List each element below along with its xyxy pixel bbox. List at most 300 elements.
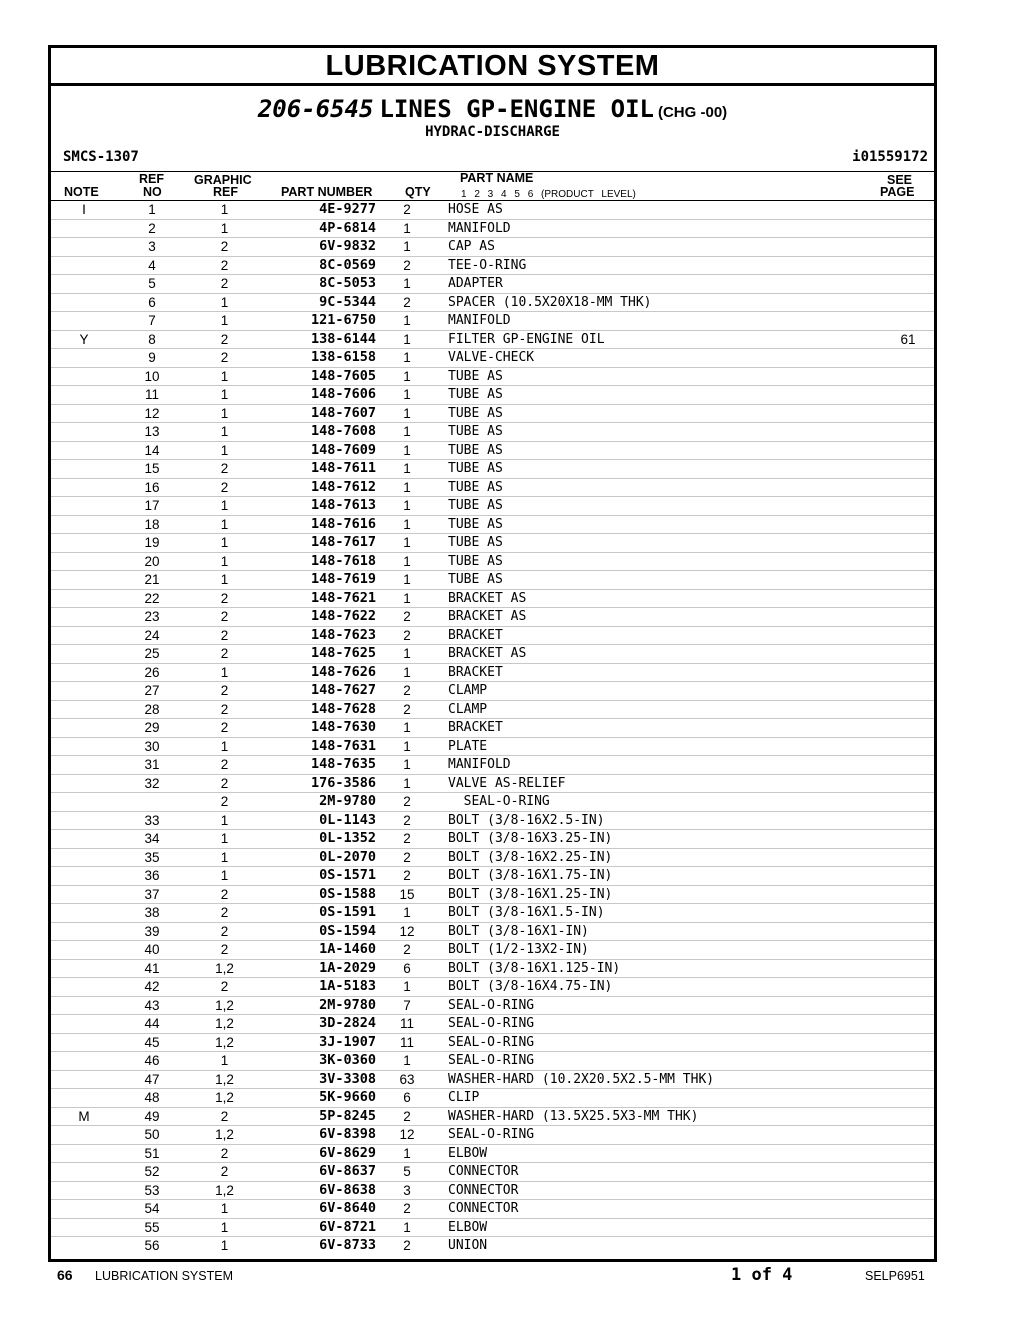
- row-qty: 7: [376, 996, 438, 1015]
- row-note: [51, 626, 117, 645]
- row-graphic-ref: 1: [187, 1200, 262, 1219]
- row-note: [51, 367, 117, 386]
- row-qty: 1: [376, 497, 438, 516]
- table-row: [51, 256, 934, 275]
- row-ref-no: 4: [117, 256, 187, 275]
- table-row: [51, 1070, 934, 1089]
- row-qty: 1: [376, 663, 438, 682]
- row-part-number: 0S-1591: [262, 904, 376, 923]
- row-qty: 2: [376, 1107, 438, 1126]
- row-ref-no: 21: [117, 571, 187, 590]
- row-part-name: TEE-O-RING: [438, 256, 882, 275]
- row-qty: 6: [376, 1089, 438, 1108]
- row-part-name: MANIFOLD: [438, 312, 882, 331]
- row-part-name: BOLT (3/8-16X1.75-IN): [438, 867, 882, 886]
- row-part-name: TUBE AS: [438, 423, 882, 442]
- row-part-number: 148-7616: [262, 515, 376, 534]
- row-graphic-ref: 1: [220, 1238, 229, 1254]
- row-graphic-ref: 1: [187, 497, 262, 516]
- row-see-page: [882, 1144, 934, 1163]
- row-ref-no: 45: [117, 1033, 187, 1052]
- row-part-name: BOLT (3/8-16X1.25-IN): [438, 885, 882, 904]
- row-see-page: [882, 404, 934, 423]
- row-ref-no: 2: [117, 219, 187, 238]
- row-note: M: [51, 1107, 117, 1126]
- table-row: [51, 1144, 934, 1163]
- row-note: [51, 386, 117, 405]
- table-row: [51, 700, 934, 719]
- row-graphic-ref: 1: [187, 811, 262, 830]
- row-part-number: 5K-9660: [262, 1089, 376, 1108]
- row-see-page: [882, 996, 934, 1015]
- header-ref-2: NO: [143, 185, 162, 199]
- row-note: [51, 1089, 117, 1108]
- row-part-name: SPACER (10.5X20X18-MM THK): [438, 293, 882, 312]
- row-see-page: [882, 1163, 934, 1182]
- row-ref-no: 51: [117, 1144, 187, 1163]
- page-title: LUBRICATION SYSTEM: [51, 48, 934, 86]
- row-see-page: [882, 904, 934, 923]
- row-qty: 2: [376, 941, 438, 960]
- row-qty: 1: [376, 645, 438, 664]
- row-ref-no: 46: [117, 1052, 187, 1071]
- row-part-number: 0L-1143: [262, 811, 376, 830]
- row-see-page: [882, 275, 934, 294]
- row-graphic-ref: 1: [187, 404, 262, 423]
- footer-page-of: 1 of 4: [731, 1265, 793, 1285]
- row-part-number: 121-6750: [262, 312, 376, 331]
- row-part-number: 4E-9277: [262, 201, 376, 219]
- row-part-name: BRACKET: [438, 663, 882, 682]
- row-see-page: [882, 460, 934, 479]
- row-graphic-ref: 2: [187, 645, 262, 664]
- row-qty: 11: [376, 1033, 438, 1052]
- row-see-page: [882, 1181, 934, 1200]
- row-graphic-ref: 1: [187, 201, 262, 219]
- table-row: [51, 793, 934, 812]
- header-see-1: SEE: [887, 173, 913, 187]
- row-part-number: 3K-0360: [262, 1052, 376, 1071]
- row-qty: 2: [376, 793, 438, 812]
- table-row: [51, 1181, 934, 1200]
- row-graphic-ref: 1,2: [187, 1126, 262, 1145]
- row-qty: 1: [376, 367, 438, 386]
- parts-list-frame: [48, 45, 937, 1262]
- row-ref-no: 17: [117, 497, 187, 516]
- row-qty: 1: [376, 460, 438, 479]
- row-part-number: 148-7628: [262, 700, 376, 719]
- row-see-page: [882, 238, 934, 257]
- row-part-name: UNION: [448, 1238, 488, 1254]
- row-note: [51, 959, 117, 978]
- row-see-page: [882, 737, 934, 756]
- row-part-name: CLAMP: [438, 700, 882, 719]
- row-part-name: BOLT (3/8-16X1-IN): [438, 922, 882, 941]
- row-ref-no: 27: [117, 682, 187, 701]
- footer-section: LUBRICATION SYSTEM: [95, 1269, 233, 1283]
- row-part-name: BOLT (3/8-16X1.5-IN): [438, 904, 882, 923]
- row-note: [51, 478, 117, 497]
- row-part-number: 0S-1588: [262, 885, 376, 904]
- row-graphic-ref: 2: [187, 1144, 262, 1163]
- row-qty: 1: [376, 1218, 438, 1237]
- row-see-page: [882, 386, 934, 405]
- row-note: [51, 996, 117, 1015]
- row-part-name: SEAL-O-RING: [438, 1033, 882, 1052]
- table-row: [51, 885, 934, 904]
- row-ref-no: 33: [117, 811, 187, 830]
- row-part-number: 148-7613: [262, 497, 376, 516]
- row-qty: 2: [376, 700, 438, 719]
- row-part-number: 8C-0569: [262, 256, 376, 275]
- row-see-page: [882, 219, 934, 238]
- row-part-name: CAP AS: [438, 238, 882, 257]
- row-note: [51, 460, 117, 479]
- row-part-name: TUBE AS: [438, 571, 882, 590]
- row-qty: 2: [376, 1200, 438, 1219]
- row-part-number: 6V-8733: [319, 1237, 376, 1254]
- table-row: [51, 608, 934, 627]
- row-note: [51, 1181, 117, 1200]
- row-see-page: [882, 1052, 934, 1071]
- row-part-number: 148-7605: [262, 367, 376, 386]
- row-see-page: [882, 700, 934, 719]
- row-graphic-ref: 1,2: [187, 1033, 262, 1052]
- row-note: [51, 978, 117, 997]
- row-part-number: 148-7625: [262, 645, 376, 664]
- row-see-page: [882, 478, 934, 497]
- row-qty: 1: [376, 1144, 438, 1163]
- header-qty: QTY: [405, 185, 431, 199]
- table-row: [51, 1033, 934, 1052]
- row-see-page: [882, 515, 934, 534]
- row-graphic-ref: 1: [187, 219, 262, 238]
- row-part-number: 5P-8245: [262, 1107, 376, 1126]
- row-see-page: [882, 1107, 934, 1126]
- row-see-page: [882, 571, 934, 590]
- row-part-name: VALVE-CHECK: [438, 349, 882, 368]
- row-note: [51, 922, 117, 941]
- row-part-number: 148-7606: [262, 386, 376, 405]
- row-qty: 1: [376, 589, 438, 608]
- code-line: [51, 145, 934, 172]
- row-part-number: 138-6158: [262, 349, 376, 368]
- table-row: [51, 423, 934, 442]
- row-part-number: 4P-6814: [262, 219, 376, 238]
- row-part-number: 6V-8640: [262, 1200, 376, 1219]
- row-qty: 1: [376, 275, 438, 294]
- row-part-name: TUBE AS: [438, 534, 882, 553]
- page-footer: [0, 1265, 1020, 1289]
- row-qty: 2: [376, 608, 438, 627]
- row-graphic-ref: 1: [187, 571, 262, 590]
- row-part-number: 0S-1571: [262, 867, 376, 886]
- table-row: [51, 922, 934, 941]
- row-part-name: BOLT (3/8-16X1.125-IN): [438, 959, 882, 978]
- row-part-name: BOLT (3/8-16X2.25-IN): [438, 848, 882, 867]
- row-see-page: [882, 626, 934, 645]
- row-note: [51, 238, 117, 257]
- row-part-number: 8C-5053: [262, 275, 376, 294]
- row-part-name: VALVE AS-RELIEF: [438, 774, 882, 793]
- row-see-page: [882, 663, 934, 682]
- row-graphic-ref: 2: [187, 238, 262, 257]
- row-ref-no: 49: [117, 1107, 187, 1126]
- row-see-page: 61: [882, 330, 934, 349]
- row-note: [51, 1144, 117, 1163]
- row-graphic-ref: 1: [187, 367, 262, 386]
- row-graphic-ref: 1: [187, 423, 262, 442]
- row-see-page: [882, 774, 934, 793]
- row-qty: 1: [376, 441, 438, 460]
- table-row: [51, 349, 934, 368]
- row-ref-no: 18: [117, 515, 187, 534]
- row-note: [51, 941, 117, 960]
- row-ref-no: 19: [117, 534, 187, 553]
- row-graphic-ref: 1: [187, 830, 262, 849]
- row-part-name: ELBOW: [438, 1218, 882, 1237]
- header-product-level: 1 2 3 4 5 6 (PRODUCT LEVEL): [461, 189, 636, 200]
- row-graphic-ref: 2: [187, 941, 262, 960]
- row-see-page: [882, 682, 934, 701]
- row-part-number: 1A-5183: [262, 978, 376, 997]
- row-see-page: [882, 552, 934, 571]
- row-see-page: [882, 589, 934, 608]
- table-row: [51, 571, 934, 590]
- row-ref-no: 31: [117, 756, 187, 775]
- table-row: [51, 275, 934, 294]
- row-qty: 1: [376, 238, 438, 257]
- row-ref-no: 15: [117, 460, 187, 479]
- row-part-number: 148-7617: [262, 534, 376, 553]
- row-see-page: [882, 756, 934, 775]
- header-note: NOTE: [64, 185, 99, 199]
- row-ref-no: [117, 793, 187, 812]
- row-note: [51, 1015, 117, 1034]
- row-part-number: 6V-9832: [262, 238, 376, 257]
- row-part-number: 0L-1352: [262, 830, 376, 849]
- row-ref-no: 50: [117, 1126, 187, 1145]
- row-see-page: [882, 1237, 934, 1255]
- row-see-page: [882, 922, 934, 941]
- row-part-number: 3D-2824: [262, 1015, 376, 1034]
- table-row: [51, 719, 934, 738]
- row-ref-no: 6: [117, 293, 187, 312]
- row-see-page: [882, 256, 934, 275]
- row-part-name: BRACKET: [438, 719, 882, 738]
- row-qty: 2: [376, 830, 438, 849]
- table-row: [51, 589, 934, 608]
- row-qty: 1: [376, 312, 438, 331]
- row-see-page: [882, 497, 934, 516]
- row-part-name: TUBE AS: [438, 478, 882, 497]
- row-qty: 1: [376, 737, 438, 756]
- row-graphic-ref: 2: [187, 700, 262, 719]
- row-part-number: 3V-3308: [262, 1070, 376, 1089]
- row-note: [51, 737, 117, 756]
- row-see-page: [882, 1126, 934, 1145]
- row-graphic-ref: 1: [187, 867, 262, 886]
- row-see-page: [882, 367, 934, 386]
- row-ref-no: 9: [117, 349, 187, 368]
- row-see-page: [882, 201, 934, 219]
- header-graphic-2: REF: [213, 185, 238, 199]
- row-qty: 2: [376, 201, 438, 219]
- row-graphic-ref: 1: [187, 441, 262, 460]
- row-see-page: [882, 293, 934, 312]
- row-qty: 1: [376, 534, 438, 553]
- row-part-name: BRACKET AS: [438, 608, 882, 627]
- row-part-number: 6V-8629: [262, 1144, 376, 1163]
- row-part-name: SEAL-O-RING: [438, 1052, 882, 1071]
- table-row: [51, 978, 934, 997]
- row-graphic-ref: 2: [187, 885, 262, 904]
- table-row: [51, 996, 934, 1015]
- table-row: [51, 774, 934, 793]
- row-ref-no: 8: [117, 330, 187, 349]
- table-row: [51, 367, 934, 386]
- row-see-page: [882, 645, 934, 664]
- row-note: [51, 645, 117, 664]
- row-ref-no: 25: [117, 645, 187, 664]
- row-part-number: 6V-8398: [262, 1126, 376, 1145]
- row-ref-no: 41: [117, 959, 187, 978]
- table-row: [51, 811, 934, 830]
- table-row: [51, 460, 934, 479]
- row-part-number: 148-7622: [262, 608, 376, 627]
- row-ref-no: 44: [117, 1015, 187, 1034]
- group-part-number: 206-6545: [257, 95, 374, 123]
- row-note: [51, 441, 117, 460]
- row-graphic-ref: 1,2: [187, 1089, 262, 1108]
- row-part-number: 9C-5344: [262, 293, 376, 312]
- row-see-page: [882, 423, 934, 442]
- row-qty: 1: [376, 478, 438, 497]
- table-row: [51, 330, 934, 349]
- footer-page-number: 66: [57, 1267, 73, 1283]
- table-row: [51, 848, 934, 867]
- row-ref-no: 3: [117, 238, 187, 257]
- row-part-number: 1A-1460: [262, 941, 376, 960]
- row-ref-no: 7: [117, 312, 187, 331]
- row-qty: 3: [376, 1181, 438, 1200]
- table-row: [51, 904, 934, 923]
- row-note: [51, 534, 117, 553]
- row-note: [51, 1163, 117, 1182]
- row-qty: 1: [376, 571, 438, 590]
- row-note: [51, 756, 117, 775]
- row-graphic-ref: 2: [187, 626, 262, 645]
- row-graphic-ref: 2: [187, 256, 262, 275]
- table-row: [51, 830, 934, 849]
- row-part-name: TUBE AS: [438, 404, 882, 423]
- row-part-number: 148-7635: [262, 756, 376, 775]
- row-part-name: TUBE AS: [438, 515, 882, 534]
- header-part-name: PART NAME: [460, 171, 534, 185]
- table-row: [51, 312, 934, 331]
- row-graphic-ref: 2: [187, 330, 262, 349]
- row-part-name: TUBE AS: [438, 386, 882, 405]
- row-note: [51, 1200, 117, 1219]
- row-graphic-ref: 1: [187, 737, 262, 756]
- row-ref-no: 37: [117, 885, 187, 904]
- row-qty: 1: [376, 774, 438, 793]
- row-part-name: PLATE: [438, 737, 882, 756]
- row-graphic-ref: 2: [187, 756, 262, 775]
- row-qty: 1: [376, 330, 438, 349]
- row-part-number: 138-6144: [262, 330, 376, 349]
- table-row: [51, 1218, 934, 1237]
- row-part-number: 148-7630: [262, 719, 376, 738]
- table-row: [51, 201, 934, 219]
- table-row: [51, 238, 934, 257]
- row-graphic-ref: 1: [187, 1052, 262, 1071]
- row-note: [51, 275, 117, 294]
- row-graphic-ref: 1: [187, 293, 262, 312]
- row-note: [51, 774, 117, 793]
- row-ref-no: 28: [117, 700, 187, 719]
- row-qty: 5: [376, 1163, 438, 1182]
- row-note: [51, 830, 117, 849]
- row-qty: 12: [376, 1126, 438, 1145]
- row-ref-no: 20: [117, 552, 187, 571]
- row-see-page: [882, 811, 934, 830]
- row-ref-no: 1: [117, 201, 187, 219]
- row-part-name: CONNECTOR: [438, 1181, 882, 1200]
- row-part-name: FILTER GP-ENGINE OIL: [438, 330, 882, 349]
- row-note: [51, 1218, 117, 1237]
- row-ref-no: 12: [117, 404, 187, 423]
- change-level: (CHG -00): [657, 104, 728, 121]
- row-part-number: 148-7608: [262, 423, 376, 442]
- row-note: [51, 1033, 117, 1052]
- row-qty: 11: [376, 1015, 438, 1034]
- row-part-name: BRACKET AS: [438, 589, 882, 608]
- table-row: [51, 1015, 934, 1034]
- row-ref-no: 24: [117, 626, 187, 645]
- row-part-name: CONNECTOR: [438, 1163, 882, 1182]
- header-graphic-1: GRAPHIC: [194, 173, 252, 187]
- row-graphic-ref: 2: [187, 589, 262, 608]
- row-note: [51, 1070, 117, 1089]
- row-part-number: 148-7623: [262, 626, 376, 645]
- table-row: [51, 1089, 934, 1108]
- row-see-page: [882, 941, 934, 960]
- row-qty: 1: [376, 515, 438, 534]
- row-part-name: CLIP: [438, 1089, 882, 1108]
- row-ref-no: 42: [117, 978, 187, 997]
- row-see-page: [882, 1033, 934, 1052]
- row-qty: 1: [376, 386, 438, 405]
- row-graphic-ref: 1: [187, 312, 262, 331]
- row-note: [51, 219, 117, 238]
- row-qty: 2: [376, 626, 438, 645]
- row-qty: 2: [376, 293, 438, 312]
- row-see-page: [882, 959, 934, 978]
- row-ref-no: 30: [117, 737, 187, 756]
- row-graphic-ref: 1: [187, 515, 262, 534]
- row-part-name: MANIFOLD: [438, 219, 882, 238]
- row-see-page: [882, 978, 934, 997]
- row-graphic-ref: 2: [187, 682, 262, 701]
- row-graphic-ref: 2: [187, 608, 262, 627]
- row-ref-no: 29: [117, 719, 187, 738]
- row-see-page: [882, 1200, 934, 1219]
- row-part-number: 148-7609: [262, 441, 376, 460]
- row-note: Y: [51, 330, 117, 349]
- row-qty: 2: [376, 848, 438, 867]
- row-ref-no: 26: [117, 663, 187, 682]
